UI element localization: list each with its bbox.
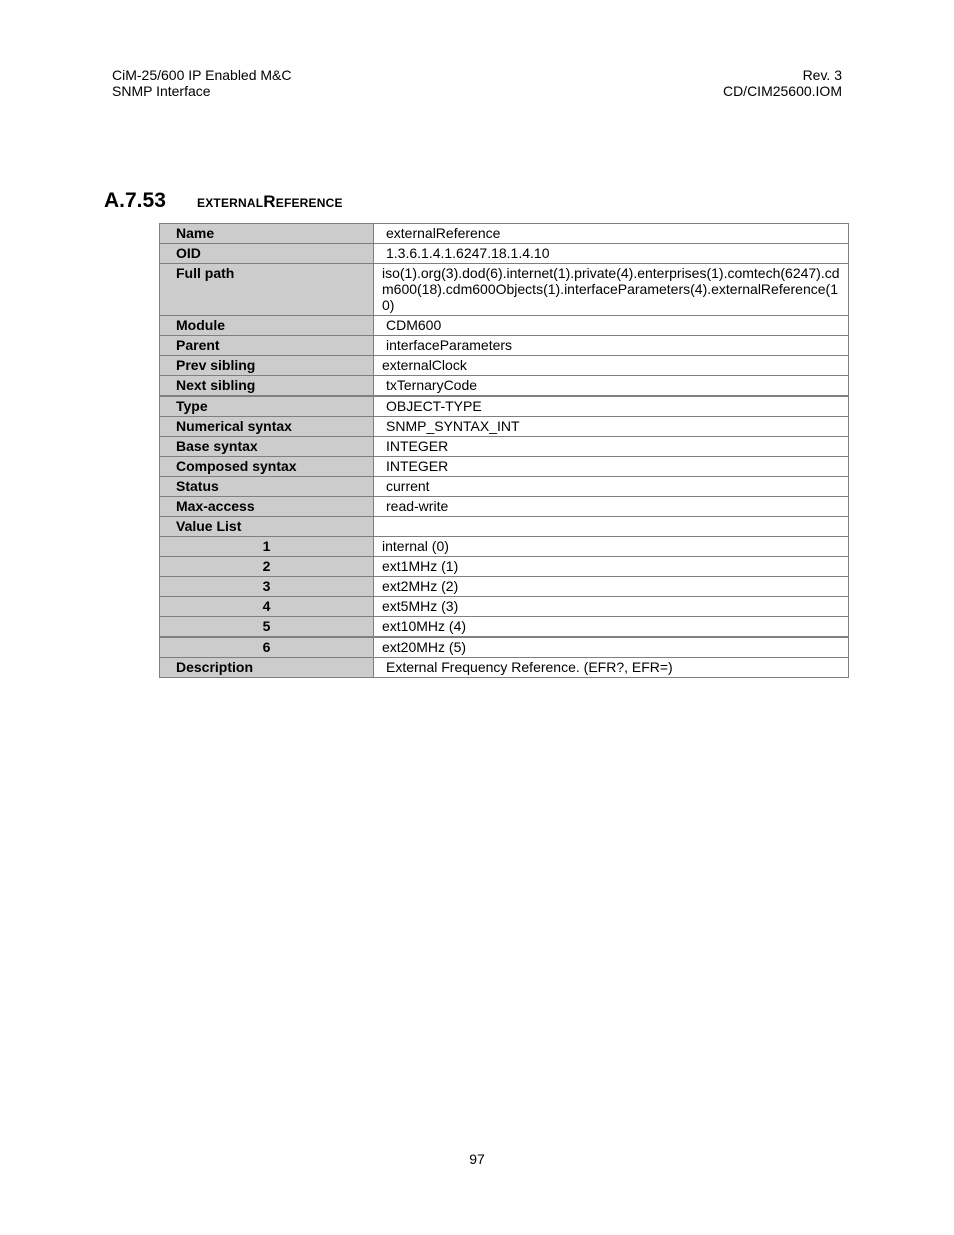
row-value: externalClock xyxy=(374,356,849,376)
row-value: SNMP_SYNTAX_INT xyxy=(374,417,849,437)
row-key: Base syntax xyxy=(160,437,374,457)
row-key: Status xyxy=(160,477,374,497)
table-row xyxy=(160,437,849,457)
value-list-row xyxy=(160,637,849,658)
row-key: Type xyxy=(160,396,374,417)
row-key: Max-access xyxy=(160,497,374,517)
table-row xyxy=(160,244,849,264)
table-row xyxy=(160,356,849,376)
value-name: ext5MHz (3) xyxy=(374,597,849,617)
row-value: current xyxy=(374,477,849,497)
row-value: INTEGER xyxy=(374,437,849,457)
row-value xyxy=(374,517,849,537)
table-row xyxy=(160,376,849,397)
row-value: CDM600 xyxy=(374,316,849,336)
header-document-id: CD/CIM25600.IOM xyxy=(722,83,842,99)
value-name: ext1MHz (1) xyxy=(374,557,849,577)
section-name: externalReference xyxy=(197,192,343,211)
row-value: read-write xyxy=(374,497,849,517)
table-row xyxy=(160,264,849,316)
value-name: ext20MHz (5) xyxy=(374,637,849,658)
value-index: 1 xyxy=(160,537,374,557)
header-subtitle: SNMP Interface xyxy=(112,83,211,99)
row-value: externalReference xyxy=(374,224,849,244)
row-key: Description xyxy=(160,658,374,678)
header-left xyxy=(112,67,292,99)
row-key: Value List xyxy=(160,517,374,537)
row-value: interfaceParameters xyxy=(374,336,849,356)
header-revision: Rev. 3 xyxy=(802,67,842,83)
row-key: Parent xyxy=(160,336,374,356)
row-key: OID xyxy=(160,244,374,264)
row-value: OBJECT-TYPE xyxy=(374,396,849,417)
value-list-row xyxy=(160,557,849,577)
header-product: CiM-25/600 IP Enabled M&C xyxy=(112,67,292,83)
section-heading xyxy=(104,189,343,213)
table-row xyxy=(160,224,849,244)
row-key: Module xyxy=(160,316,374,336)
value-list-row xyxy=(160,537,849,557)
row-value: External Frequency Reference. (EFR?, EFR=) xyxy=(374,658,849,678)
value-index: 6 xyxy=(160,637,374,658)
row-value: iso(1).org(3).dod(6).internet(1).private(4).enterprises(1).comtech(6247).cdm600(18).cdm600Objects(1).interfaceParameters(4).externalReference(10) xyxy=(374,264,849,316)
table-row xyxy=(160,497,849,517)
table-row xyxy=(160,477,849,497)
table-row xyxy=(160,336,849,356)
row-key: Next sibling xyxy=(160,376,374,397)
row-key: Name xyxy=(160,224,374,244)
value-index: 5 xyxy=(160,617,374,638)
row-key: Composed syntax xyxy=(160,457,374,477)
value-name: ext10MHz (4) xyxy=(374,617,849,638)
value-index: 4 xyxy=(160,597,374,617)
value-name: ext2MHz (2) xyxy=(374,577,849,597)
table-row xyxy=(160,517,849,537)
header-right xyxy=(723,67,842,99)
table-row xyxy=(160,457,849,477)
row-value: txTernaryCode xyxy=(374,376,849,397)
value-list-row xyxy=(160,617,849,638)
oid-table xyxy=(159,223,849,678)
table-row xyxy=(160,316,849,336)
row-key: Numerical syntax xyxy=(160,417,374,437)
table-row xyxy=(160,396,849,417)
value-name: internal (0) xyxy=(374,537,849,557)
value-index: 2 xyxy=(160,557,374,577)
page-number: 97 xyxy=(469,1151,485,1167)
row-value: INTEGER xyxy=(374,457,849,477)
row-key: Prev sibling xyxy=(160,356,374,376)
value-list-row xyxy=(160,597,849,617)
table-row xyxy=(160,417,849,437)
row-value: 1.3.6.1.4.1.6247.18.1.4.10 xyxy=(374,244,849,264)
table-row xyxy=(160,658,849,678)
row-key: Full path xyxy=(160,264,374,316)
section-number: A.7.53 xyxy=(104,189,166,212)
value-list-row xyxy=(160,577,849,597)
value-index: 3 xyxy=(160,577,374,597)
